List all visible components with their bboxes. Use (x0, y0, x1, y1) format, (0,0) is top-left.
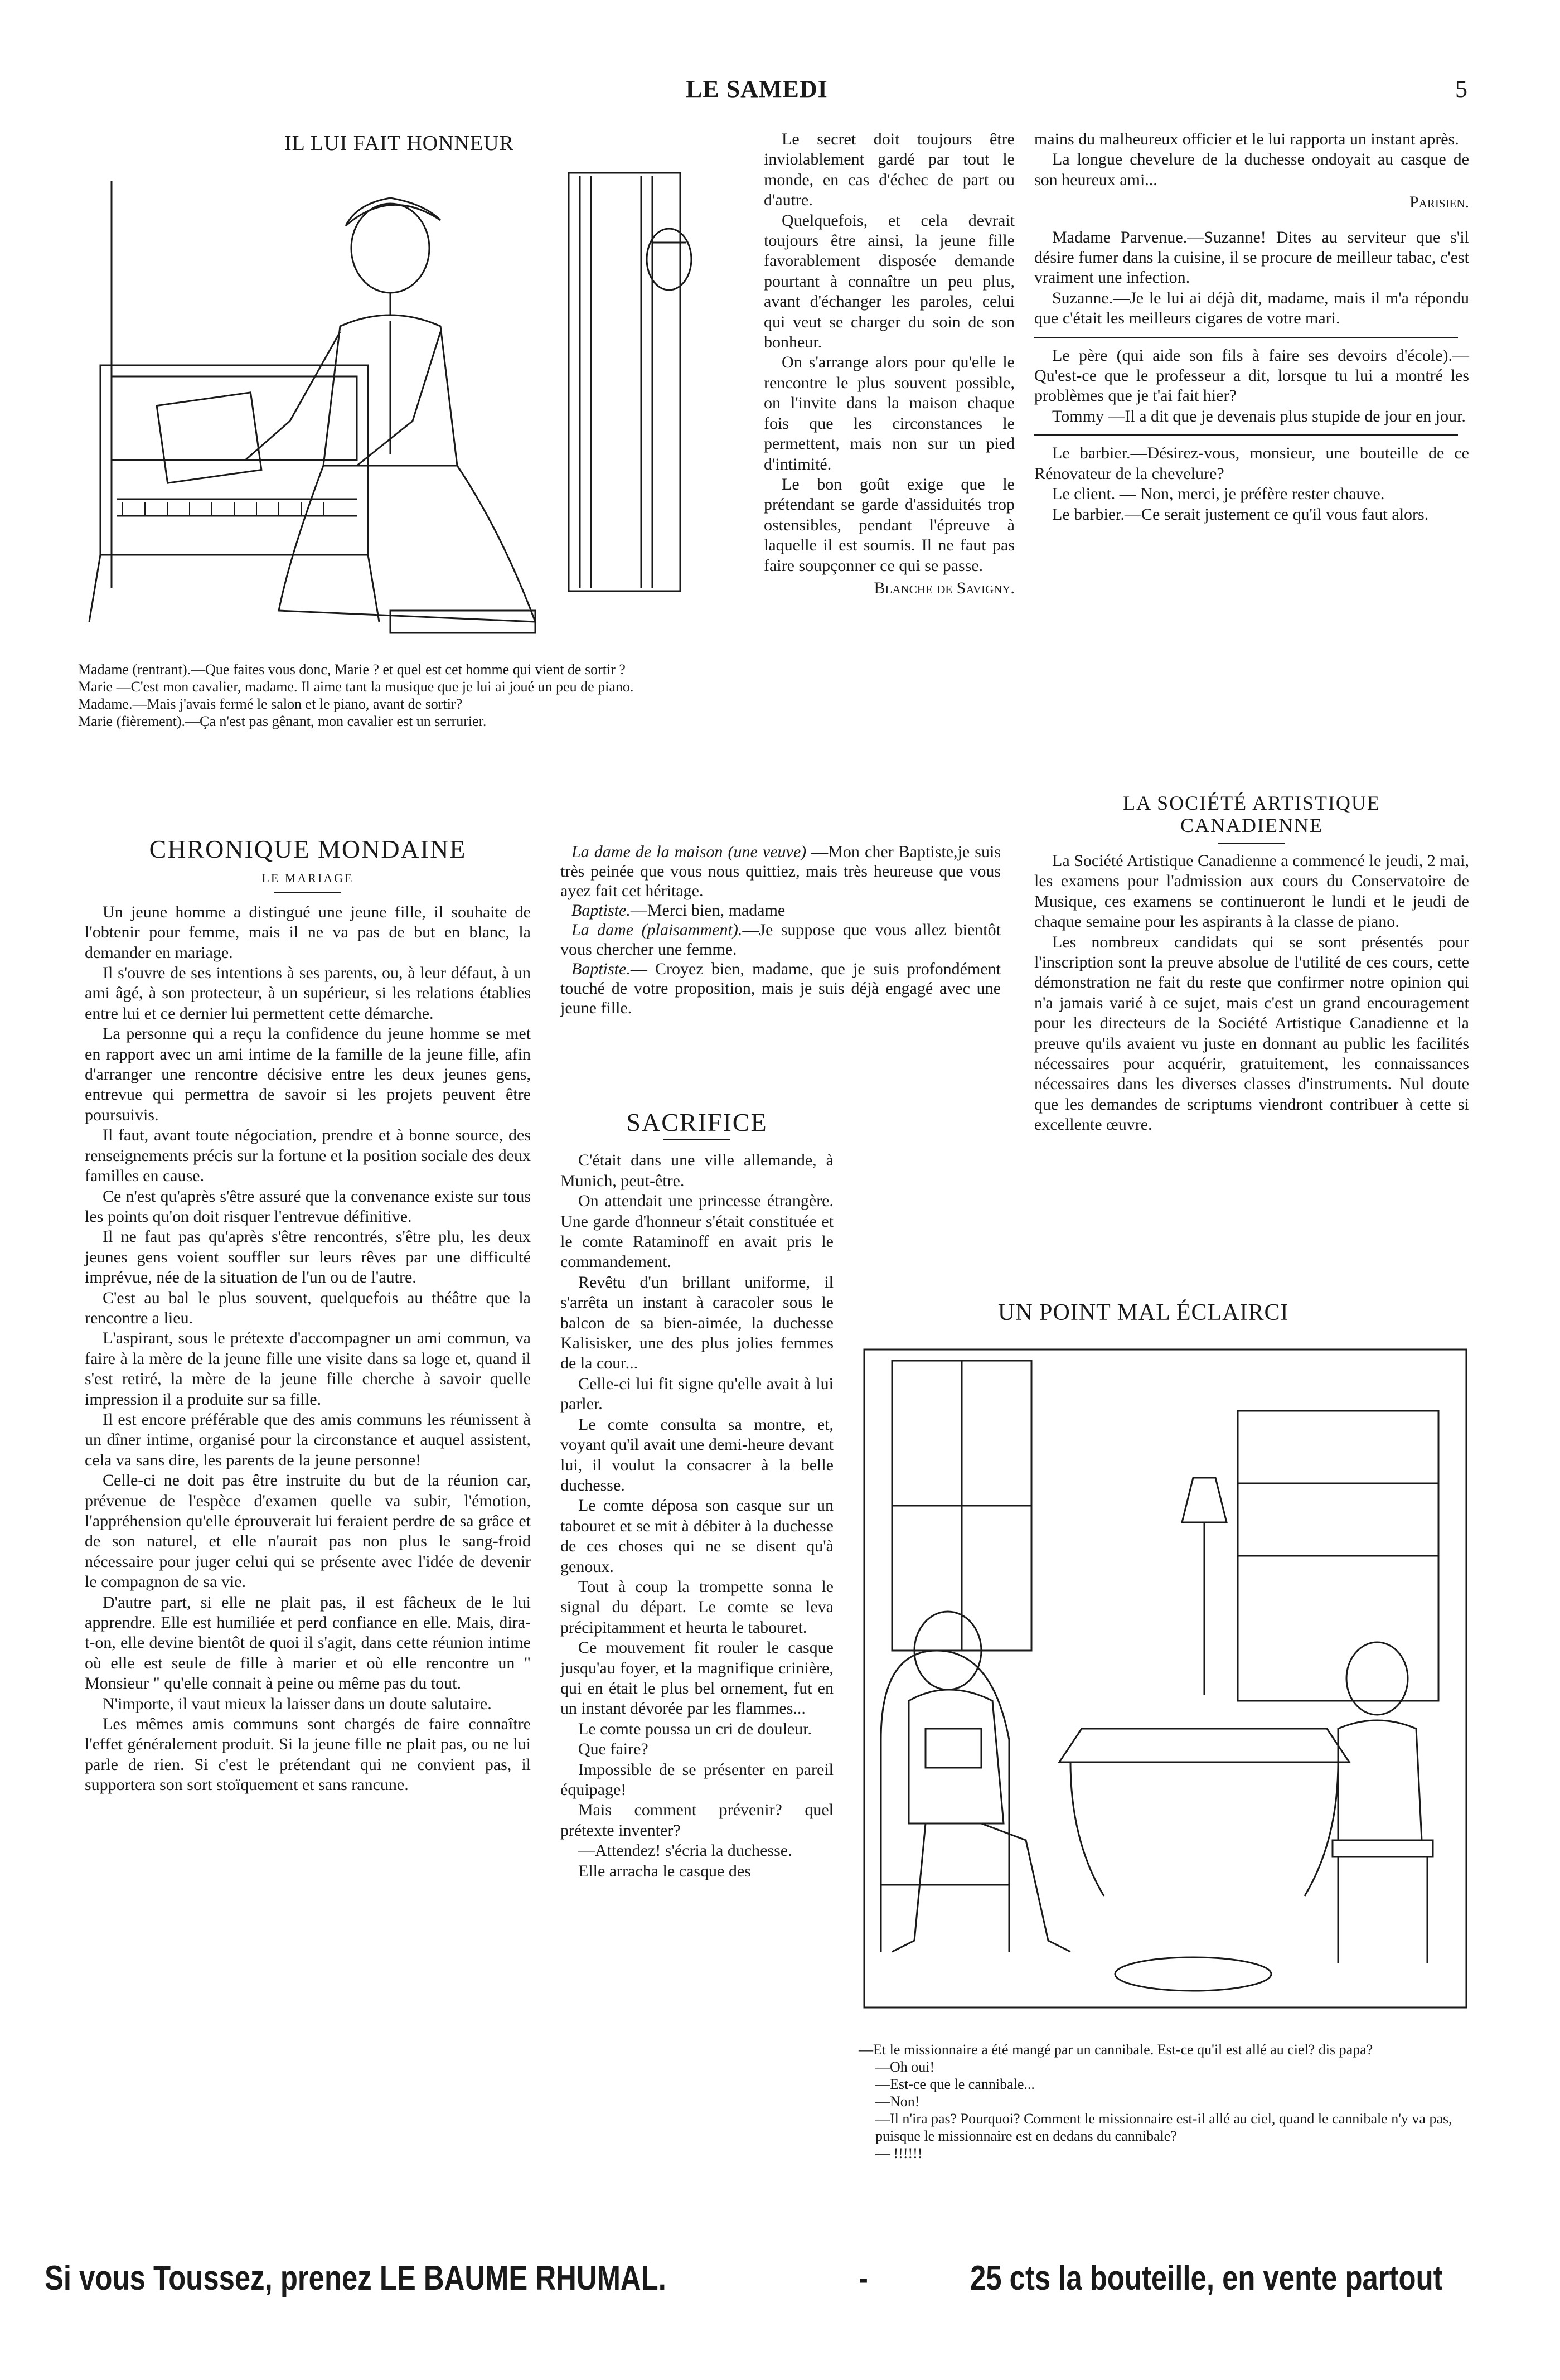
title-rule (274, 892, 341, 893)
article-chronique-mondaine (85, 835, 531, 1796)
paragraph: Celle-ci ne doit pas être instruite du but de la réunion car, prévenue de l'espèce d'examen quelle va subir, l'émotion, l'appréhension qu'elle éprouverait lui feraient perdre de sa grâce et de son naturel, et elle n'aurait pas non plus le sang-froid nécessaire pour juger celui qui se présente avec l'idée de devenir le compagnon de sa vie. (85, 1471, 531, 1591)
column3-top (1034, 129, 1469, 525)
paragraph: Tout à coup la trompette sonna le signal du départ. Le comte se leva précipitamment et heurta le tabouret. (560, 1577, 834, 1637)
caption-line: Marie (fièrement).—Ça n'est pas gênant, mon cavalier est un serrurier. (78, 713, 487, 729)
article-title: CHRONIQUE MONDAINE (149, 835, 467, 863)
cartoon-un-point-mal-eclairci (847, 1299, 1477, 2247)
joke-line: Tommy —Il a dit que je devenais plus stupide de jour en jour. (1052, 407, 1466, 425)
joke-line: Madame Parvenue.—Suzanne! Dites au serviteur que s'il désire fumer dans la cuisine, il se procure de meilleur tabac, c'est vraiment une infection. (1034, 228, 1469, 287)
paragraph: Mais comment prévenir? quel prétexte inventer? (560, 1801, 834, 1840)
article-societe-artistique (1034, 792, 1469, 1135)
paragraph: Le bon goût exige que le prétendant se garde d'assiduités trop ostensibles, pendant l'épreuve à laquelle il est soumis. Il ne faut pas faire soupçonner ce qui se passe. (764, 475, 1015, 575)
title-rule (663, 1139, 730, 1140)
joke-dame-de-la-maison (560, 842, 1001, 1018)
cartoon-il-lui-fait-honneur (78, 125, 742, 820)
signature: Parisien. (1409, 193, 1469, 212)
caption-line: Madame (rentrant).—Que faites vous donc, Marie ? et quel est cet homme qui vient de sortir ? (78, 661, 626, 678)
caption-line: —Est-ce que le cannibale... (875, 2076, 1035, 2092)
signature: Blanche de Savigny. (874, 578, 1015, 597)
paragraph: N'importe, il vaut mieux la laisser dans un doute salutaire. (103, 1694, 492, 1713)
caption-line: — !!!!!! (875, 2145, 923, 2161)
paragraph: —Attendez! s'écria la duchesse. (578, 1841, 792, 1860)
speaker: La dame (plaisamment). (571, 921, 743, 939)
dialog-line (560, 959, 1001, 1018)
dialog-text: —Je suppose que vous allez bientôt vous chercher une femme. (560, 921, 1001, 959)
dialog-text: —Merci bien, madame (630, 901, 786, 920)
paragraph: Un jeune homme a distingué une jeune fille, il souhaite de l'obtenir pour femme, mais il ne va pas de but en blanc, la demander en mariage. (85, 902, 531, 962)
joke-line: Le barbier.—Désirez-vous, monsieur, une bouteille de ce Rénovateur de la chevelure? (1034, 444, 1469, 483)
paragraph: C'était dans une ville allemande, à Munich, peut-être. (560, 1151, 834, 1190)
dialog-line (560, 901, 1001, 920)
article-subtitle: LE MARIAGE (261, 871, 354, 886)
paragraph: Celle-ci lui fit signe qu'elle avait à lui parler. (560, 1374, 834, 1414)
cartoon-title: IL LUI FAIT HONNEUR (284, 132, 514, 155)
separator (1034, 337, 1458, 338)
newspaper-title: LE SAMEDI (686, 75, 828, 103)
paragraph: La personne qui a reçu la confidence du jeune homme se met en rapport avec un ami intime de la famille de la jeune fille, afin d'arranger une rencontre décisive entre les deux jeunes gens, entrevue qui permettra de savoir si les projets peuvent être poursuivis. (85, 1024, 531, 1124)
caption-line: —Il n'ira pas? Pourquoi? Comment le missionnaire est-il allé au ciel, quand le cannibale n'y va pas, puisque le missionnaire est en dedans du cannibale? (875, 2111, 1452, 2144)
paragraph: Il ne faut pas qu'après s'être rencontrés, s'être plu, les deux jeunes gens voient souffler sur leurs rêves par une difficulté imprévue, née de la situation de l'un ou de l'autre. (85, 1227, 531, 1287)
paragraph: C'est au bal le plus souvent, quelquefois au théâtre que la rencontre a lieu. (85, 1288, 531, 1327)
caption-line: —Oh oui! (875, 2059, 935, 2075)
advert-separator: - (859, 2259, 868, 2297)
speaker: La dame de la maison (une veuve) (571, 843, 807, 861)
paragraph: Le comte consulta sa montre, et, voyant qu'il avait une demi-heure devant lui, il voulut la consacrer à la belle duchesse. (560, 1415, 834, 1494)
advert-left: Si vous Toussez, prenez LE BAUME RHUMAL. (45, 2259, 666, 2297)
cartoon1-caption (78, 661, 742, 730)
paragraph: Que faire? (578, 1740, 648, 1759)
speaker: Baptiste. (571, 901, 631, 920)
caption-line: Madame.—Mais j'avais fermé le salon et le piano, avant de sortir? (78, 696, 463, 712)
paragraph: La Société Artistique Canadienne a commencé le jeudi, 2 mai, les examens pour l'admission aux cours du Conservatoire de Musique, ces examens se continueront le lundi et le jeudi de chaque semaine pour les aspirants à la classe de piano. (1034, 852, 1469, 931)
paragraph: Revêtu d'un brillant uniforme, il s'arrêta un instant à caracoler sous le balcon de sa bien-aimée, la duchesse Kalisisker, une des plus jolies femmes de la cour... (560, 1273, 834, 1373)
joke-line: Le client. — Non, merci, je préfère rester chauve. (1052, 485, 1385, 504)
caption-line: Marie —C'est mon cavalier, madame. Il aime tant la musique que je lui ai joué un peu de piano. (78, 679, 634, 695)
paragraph: Ce mouvement fit rouler le casque jusqu'au foyer, et la magnifique crinière, qui en était le plus bel ornement, fut en un instant dévorée par les flammes... (560, 1638, 834, 1718)
paragraph: D'autre part, si elle ne plait pas, il est fâcheux de le lui apprendre. Elle est humiliée et perd confiance en elle. Mais, dira-t-on, elle devine bientôt de quoi il s'agit, dans cette réunion intime où elle est seule de fille à marier et où elle rencontre un " Monsieur " qu'elle connait à peine ou même pas du tout. (85, 1593, 531, 1693)
paragraph: Le comte poussa un cri de douleur. (578, 1719, 812, 1738)
title-rule (1218, 843, 1285, 844)
paragraph: Ce n'est qu'après s'être assuré que la convenance existe sur tous les points qu'on doit risquer l'entrevue définitive. (85, 1187, 531, 1226)
paragraph: Impossible de se présenter en pareil équipage! (560, 1760, 834, 1799)
running-header (0, 0, 1560, 112)
paragraph: On s'arrange alors pour qu'elle le rencontre le plus souvent possible, on l'invite dans la maison chaque fois que les circonstances le permettent, mais non sur un pied d'intimité. (764, 353, 1015, 473)
separator (1034, 434, 1458, 436)
paragraph: La longue chevelure de la duchesse ondoyait au casque de son heureux ami... (1034, 150, 1469, 189)
paragraph: Le secret doit toujours être inviolablement gardé par tout le monde, en cas d'échec de part ou d'autre. (764, 130, 1015, 210)
paragraph: mains du malheureux officier et le lui rapporta un instant après. (1034, 130, 1459, 148)
paragraph: Les mêmes amis communs sont chargés de faire connaître l'effet généralement produit. Si la jeune fille ne plait pas, ou ne lui parle de rien. Si c'est le prétendant qui ne convient pas, il supportera son sort stoïquement et sans rancune. (85, 1715, 531, 1794)
paragraph: L'aspirant, sous le prétexte d'accompagner un ami commun, va faire à la mère de la jeune fille une visite dans sa loge et, quand il s'est retiré, la mère de la jeune fille cherche à savoir quelle impression il a produite sur sa fille. (85, 1329, 531, 1409)
caption-line: —Non! (875, 2093, 920, 2110)
paragraph: Les nombreux candidats qui se sont présentés pour l'inscription sont la preuve absolue de l'utilité de ces cours, cette démonstration ne fait du reste que confirmer notre opinion qui n'a jamais varié à ce sujet, mais c'est un grand encouragement pour les directeurs de la Société Artistique Canadienne et la preuve qu'ils avaient vu juste en donnant au public les facilités nécessaires pour acquérir, gratuitement, les connaissances nécessaires dans les diverses classes d'instruments. Nul doute que les demandes de scriptums viendront contribuer à cette si excellente œuvre. (1034, 932, 1469, 1134)
advert-right: 25 cts la bouteille, en vente partout (970, 2259, 1443, 2297)
speaker: Baptiste. (571, 960, 631, 978)
paragraph: Il est encore préférable que des amis communs les réunissent à un dîner intime, organisé pour la circonstance et auquel assistent, cela va sans dire, les parents de la jeune personne! (85, 1410, 531, 1469)
paragraph: Il s'ouvre de ses intentions à ses parents, ou, à leur défaut, à un ami âgé, à son protecteur, à un supérieur, si les relations établies entre lui et ce dernier lui permettent cette démarche. (85, 964, 531, 1023)
article-mariage-continued (764, 129, 1015, 598)
article-title: SACRIFICE (626, 1108, 768, 1136)
paragraph: Elle arracha le casque des (578, 1861, 751, 1880)
joke-line: Le barbier.—Ce serait justement ce qu'il vous faut alors. (1052, 505, 1429, 524)
article-title: LA SOCIÉTÉ ARTISTIQUE CANADIENNE (1123, 792, 1380, 836)
cartoon-title: UN POINT MAL ÉCLAIRCI (998, 1300, 1289, 1326)
caption-line: —Et le missionnaire a été mangé par un cannibale. Est-ce qu'il est allé au ciel? dis papa? (859, 2042, 1373, 2058)
paragraph: Le comte déposa son casque sur un tabouret et se mit à débiter à la duchesse de ces choses qui ne se disent qu'à genoux. (560, 1496, 834, 1576)
page-number: 5 (1455, 75, 1467, 103)
dialog-line (560, 920, 1001, 959)
paragraph: Il faut, avant toute négociation, prendre et à bonne source, des renseignements précis sur la fortune et la position sociale des deux familles en cause. (85, 1126, 531, 1186)
paragraph: On attendait une princesse étrangère. Une garde d'honneur s'était constituée et le comte Rataminoff en avait pris le commandement. (560, 1192, 834, 1271)
dialog-line (560, 842, 1001, 901)
father-son-illustration (847, 1338, 1477, 2035)
article-sacrifice (560, 1108, 834, 1881)
joke-line: Le père (qui aide son fils à faire ses devoirs d'école).— Qu'est-ce que le professeur a dit, lorsque tu lui a montré les problèmes que je t'ai fait hier? (1034, 346, 1469, 405)
piano-illustration (78, 165, 742, 655)
dialog-text: — Croyez bien, madame, que je suis profondément touché de votre proposition, mais je suis déjà engagé avec une jeune fille. (560, 960, 1001, 1017)
joke-line: Suzanne.—Je le lui ai déjà dit, madame, mais il m'a répondu que c'était les meilleurs cigares de votre mari. (1034, 288, 1469, 328)
dialog-text: —Mon cher Baptiste,je suis très peinée que vous nous quittiez, mais très heureuse que vous ayez fait cet héritage. (560, 843, 1001, 900)
paragraph: Quelquefois, et cela devrait toujours être ainsi, la jeune fille favorablement disposée demande pourtant à connaître un peu plus, avant d'échanger les paroles, celui qui veut se charger du soin de son bonheur. (764, 211, 1015, 352)
cartoon2-caption (859, 2041, 1466, 2162)
